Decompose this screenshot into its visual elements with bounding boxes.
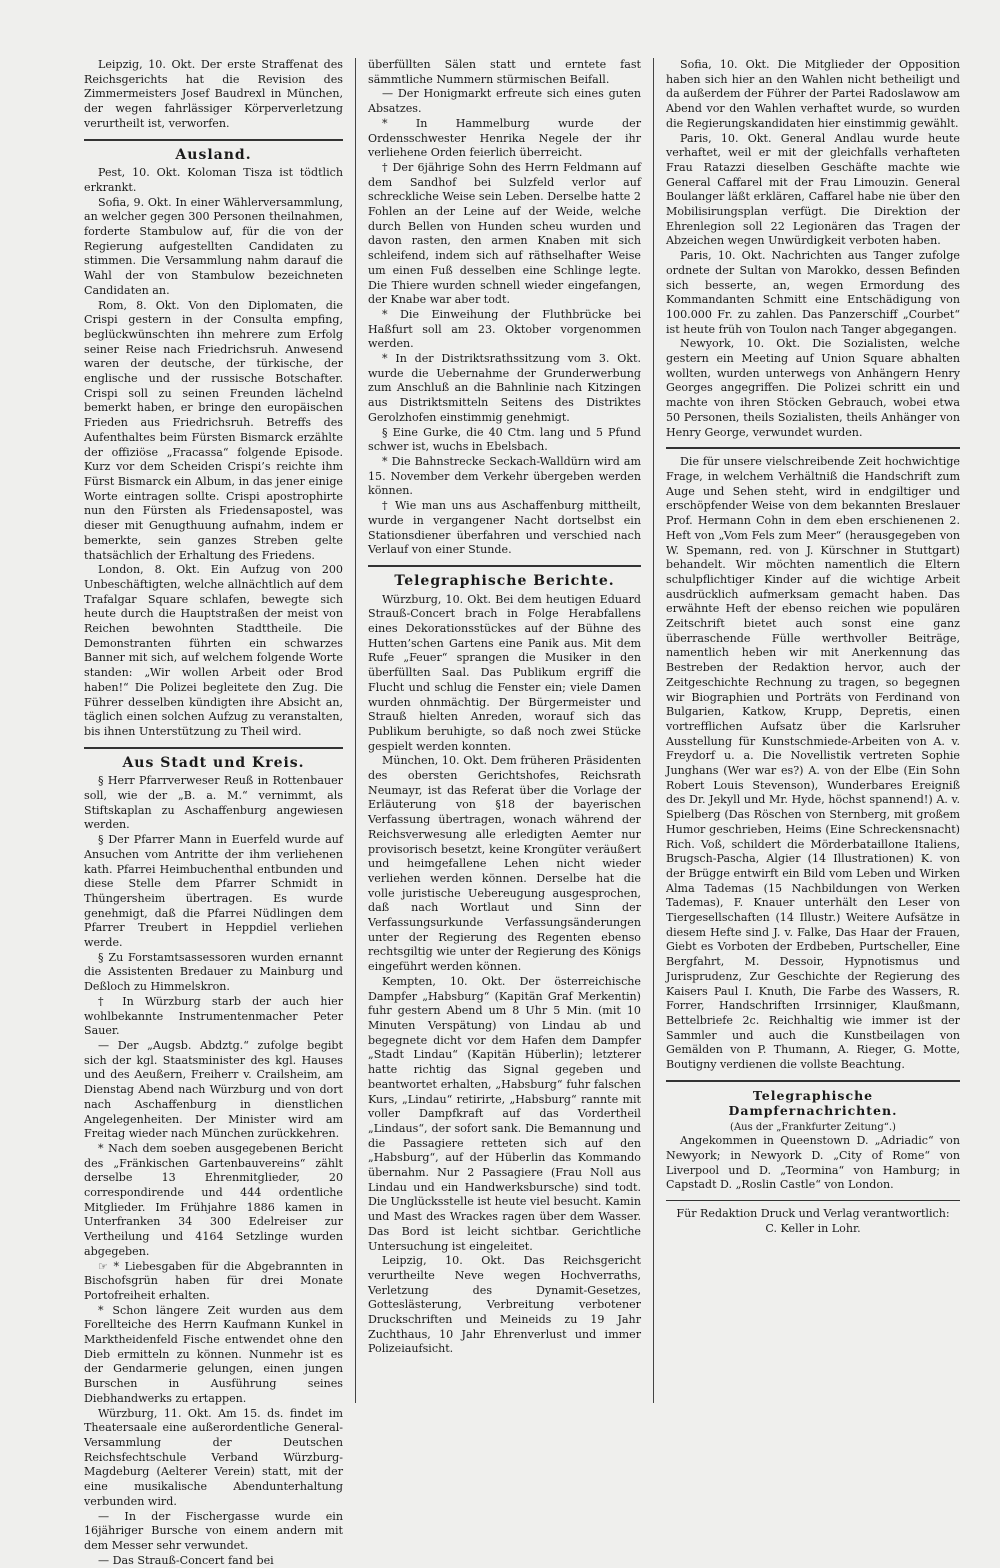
- news-item: † Der 6jährige Sohn des Herrn Feldmann auf dem Sandhof bei Sulzfeld verlor auf schreckliche Weise sein Leben. Derselbe hatte 2 Fohlen an der Leine auf der Weide, welche durch Bellen von Hunden scheu wurden und davon rasten, den armen Knaben mit sich schleifend, indem sich auf räthselhafter Weise um einen Fuß desselben eine Schlinge legte. Die Thiere wurden schnell wieder eingefangen, der Knabe war aber todt.: [368, 160, 641, 307]
- dampfer-source: (Aus der „Frankfurter Zeitung“.): [730, 1122, 896, 1134]
- article-newyork: Newyork, 10. Okt. Die Sozialisten, welche gestern ein Meeting auf Union Square abhalten wollten, wurden unterwegs von Anhängern Henry Georges angegriffen. Die Polizei schritt ein und machte von ihren Stöcken Gebrauch, wobei etwa 50 Personen, theils Sozialisten, theils Anhänger von Henry George, verwundet wurden.: [666, 337, 960, 439]
- column-middle: [356, 58, 654, 1403]
- article-pest: Pest, 10. Okt. Koloman Tisza ist tödtlich erkrankt.: [84, 166, 343, 194]
- news-item: — Das Strauß-Concert fand bei: [98, 1553, 274, 1567]
- news-item: — Der Honigmarkt erfreute sich eines guten Absatzes.: [368, 87, 641, 116]
- news-item: § Eine Gurke, die 40 Ctm. lang und 5 Pfund schwer ist, wuchs in Ebelsbach.: [368, 425, 641, 454]
- article-paris-2: Paris, 10. Okt. Nachrichten aus Tanger zufolge ordnete der Sultan von Marokko, dessen Befinden sich besserte, an, wegen Ermordung des Kommandanten Schmitt eine Entschädigung von 100.000 Fr. zu zahlen. Das Panzerschiff „Courbet“ ist heute früh von Toulon nach Tanger abgegangen.: [666, 249, 960, 336]
- news-item: § Der Pfarrer Mann in Euerfeld wurde auf Ansuchen vom Antritte der ihm verliehenen kath. Pfarrei Heimbuchenthal entbunden und diese Stelle dem Pfarrer Schmidt in Thüngersheim übertragen. Es wurde genehmigt, daß die Pfarrei Nüdlingen dem Pfarrer Treubert in Heppdiel verliehen werde.: [84, 833, 343, 950]
- article-london: London, 8. Okt. Ein Aufzug von 200 Unbeschäftigten, welche allnächtlich auf dem Trafalgar Square schlafen, bewegte sich heute durch die Hauptstraßen der meist von Reichen bewohnten Stadttheile. Die Demonstranten führten ein schwarzes Banner mit sich, auf welchem folgende Worte standen: „Wir wollen Arbeit oder Brod haben!“ Die Polizei begleitete den Zug. Die Führer desselben kündigten ihre Absicht an, täglich einen solchen Aufzug zu veranstalten, bis ihnen Unterstützung zu Theil wird.: [84, 563, 343, 738]
- news-item: Würzburg, 11. Okt. Am 15. ds. findet im Theatersaale eine außerordentliche General-Versammlung der Deutschen Reichsfechtschule Verband Würzburg-Magdeburg (Aelterer Verein) statt, mit der eine musikalische Abendunterhaltung verbunden wird.: [84, 1406, 343, 1508]
- news-item: * Schon längere Zeit wurden aus dem Forellteiche des Herrn Kaufmann Kunkel in Marktheidenfeld Fische entwendet ohne den Dieb ermitteln zu können. Nunmehr ist es der Gendarmerie gelungen, einen jungen Burschen in Ausführung seines Diebhandwerks zu ertappen.: [84, 1303, 343, 1405]
- news-item: § Herr Pfarrverweser Reuß in Rottenbauer soll, wie der „B. a. M.“ vernimmt, als Stiftskaplan zu Aschaffenburg angewiesen werden.: [84, 774, 343, 832]
- article-sofia-2: Sofia, 10. Okt. Die Mitglieder der Opposition haben sich hier an den Wahlen nicht betheiligt und da außerdem der Führer der Partei Radoslawow am Abend vor den Wahlen verhaftet wurde, so wurden die Regierungskandidaten hier einstimmig gewählt.: [666, 58, 960, 130]
- article-paris-1: Paris, 10. Okt. General Andlau wurde heute verhaftet, weil er mit der gleichfalls verhafteten Frau Ratazzi dieselben Geschäfte machte wie General Caffarel mit der Frau Limouzin. General Boulanger läßt erklären, Caffarel habe nie über den Mobilisirungsplan verfügt. Die Direktion der Ehrenlegion soll 22 Legionären das Tragen der Abzeichen wegen Unwürdigkeit verboten haben.: [666, 131, 960, 248]
- news-item: * In der Distriktsrathssitzung vom 3. Okt. wurde die Uebernahme der Grunderwerbung zum Anschluß an die Bahnlinie nach Kitzingen aus Distriktsmitteln Seitens des Distriktes Gerolzhofen einstimmig genehmigt.: [368, 352, 641, 424]
- news-item: ☞ * Liebesgaben für die Abgebrannten in Bischofsgrün haben für drei Monate Portofreiheit erhalten.: [84, 1259, 343, 1302]
- news-item: — Der „Augsb. Abdztg.“ zufolge begibt sich der kgl. Staatsminister des kgl. Hauses und des Aeußern, Freiherr v. Crailsheim, am Dienstag Abend nach Würzburg und von dort nach Aschaffenburg in dienstlichen Angelegenheiten. Der Minister wird am Freitag wieder nach München zurückkehren.: [84, 1039, 343, 1141]
- imprint-line-1: Für Redaktion Druck und Verlag verantwortlich:: [676, 1207, 950, 1221]
- imprint-line-2: C. Keller in Lohr.: [765, 1221, 861, 1235]
- article-rom: Rom, 8. Okt. Von den Diplomaten, die Crispi gestern in der Consulta empfing, beglückwünschten ihn mehrere zum Erfolg seiner Reise nach Friedrichsruh. Anwesend waren der deutsche, der türkische, der englische und der russische Botschafter. Crispi soll zu seinen Freunden lächelnd bemerkt haben, er bringe den europäischen Frieden aus Friedrichsruh. Betreffs des Aufenthaltes beim Fürsten Bismarck erzählte der offiziöse „Fracassa“ folgende Episode. Kurz vor dem Scheiden Crispi’s reichte ihm Fürst Bismarck ein Album, in das jener einige Worte eintragen sollte. Crispi apostrophirte nun den Fürsten als Friedensapostel, was dieser mit Genugthuung aufnahm, indem er bemerkte, sein ganzes Streben gelte thatsächlich der Erhaltung des Friedens.: [84, 298, 343, 562]
- news-item: † In Würzburg starb der auch hier wohlbekannte Instrumentenmacher Peter Sauer.: [84, 994, 343, 1038]
- column-left: [84, 58, 356, 1567]
- divider: [666, 1200, 960, 1201]
- column-right: [654, 58, 960, 1403]
- news-item: * Die Bahnstrecke Seckach-Walldürn wird am 15. November dem Verkehr übergeben werden können.: [368, 454, 641, 498]
- news-item: † Wie man uns aus Aschaffenburg mittheilt, wurde in vergangener Nacht dortselbst ein Stationsdiener überfahren und verschied nach Verlauf von einer Stunde.: [368, 499, 641, 557]
- news-item: * In Hammelburg wurde der Ordensschwester Henrika Negele der ihr verliehene Orden feierlich überreicht.: [368, 116, 641, 160]
- article-review: Die für unsere vielschreibende Zeit hochwichtige Frage, in welchem Verhältniß die Handschrift zum Auge und Sehen steht, wird in endgiltiger und erschöpfender Weise von dem bekannten Breslauer Prof. Hermann Cohn in dem eben erschienenen 2. Heft von „Vom Fels zum Meer“ (herausgegeben von W. Spemann, red. von J. Kürschner in Stuttgart) behandelt. Wir möchten namentlich die Eltern schulpflichtiger Kinder auf die wichtige Arbeit ausdrücklich aufmerksam gemacht haben. Das erwähnte Heft der ebenso reichen wie populären Zeitschrift bietet auch sonst eine ganz überraschende Fülle werthvoller Beiträge, namentlich heben wir mit Anerkennung das Bestreben der Redaktion hervor, auch der Zeitgeschichte Rechnung zu tragen, so begegnen wir Biographien und Porträts von Ferdinand von Bulgarien, Katkow, Krupp, Depretis, einen vortrefflichen Aufsatz über die Karlsruher Ausstellung für Kunstschmiede-Arbeiten von A. v. Freydorf u. a. Die Novellistik vertreten Sophie Junghans (Wer war es?) A. von der Elbe (Ein Sohn Robert Louis Stevenson), Wunderbares Ereigniß des Dr. Jekyll und Mr. Hyde, höchst spannend!) A. v. Spielberg (Das Röschen von Sternberg, mit großem Humor geschrieben, Heims (Eine Schreckensnacht) Rich. Voß, schildert die Mörderbataillone Italiens, Brugsch-Pascha, Algier (14 Illustrationen) K. von der Brügge entwirft ein Bild vom Leben und Wirken Alma Tademas (15 Nachbildungen von Werken Tademas), F. Knauer unterhält den Leser von Tiergesellschaften (14 Illustr.) Weitere Aufsätze in diesem Hefte sind J. v. Falke, Das Haar der Frauen, Giebt es Vorboten der Erdbeben, Purtscheller, Eine Bergfahrt, M. Dessoir, Hypnotismus und Jurisprudenz, Zur Geschichte der Regierung des Kaisers Paul I. Knuth, Die Farbe des Wassers, R. Forrer, Handschriften Irrsinniger, Klaußmann, Bettelbriefe 2c. Reichhaltig wie immer ist der Sammler und auch die Kunstbeilagen von Gemälden von P. Thumann, A. Rieger, G. Motte, Boutigny verdienen die vollste Beachtung.: [666, 455, 960, 1072]
- divider: [666, 1080, 960, 1082]
- news-item: — In der Fischergasse wurde ein 16jähriger Bursche von einem andern mit dem Messer sehr verwundet.: [84, 1509, 343, 1552]
- section-title-dampfer: Telegraphische Dampfernachrichten.: [728, 1087, 898, 1118]
- divider: [666, 447, 960, 449]
- news-item: überfüllten Sälen statt und erntete fast sämmtliche Nummern stürmischen Beifall.: [368, 58, 641, 86]
- section-title-stadt-kreis: Aus Stadt und Kreis.: [122, 754, 305, 771]
- article-leipzig: Leipzig, 10. Okt. Der erste Straffenat des Reichsgerichts hat die Revision des Zimmermeisters Josef Baudrexl in München, der wegen fahrlässiger Körperverletzung verurtheilt ist, verworfen.: [84, 58, 343, 130]
- news-item: * Die Einweihung der Fluthbrücke bei Haßfurt soll am 23. Oktober vorgenommen werden.: [368, 307, 641, 351]
- divider: [84, 139, 343, 141]
- section-title-ausland: Ausland.: [175, 146, 252, 163]
- news-item: § Zu Forstamtsassessoren wurden ernannt die Assistenten Bredauer zu Mainburg und Deßloch zu Himmelskron.: [84, 950, 343, 994]
- section-title-telegraph: Telegraphische Berichte.: [394, 572, 615, 589]
- divider: [84, 747, 343, 749]
- article-dampfer: Angekommen in Queenstown D. „Adriadic“ von Newyork; in Newyork D. „City of Rome“ von Liverpool und D. „Teormina“ von Hamburg; in Capstadt D. „Roslin Castle“ von London.: [666, 1134, 960, 1192]
- article-wuerzburg: Würzburg, 10. Okt. Bei dem heutigen Eduard Strauß-Concert brach in Folge Herabfallens eines Dekorationsstückes auf der Bühne des Hutten’schen Gartens eine Panik aus. Mit dem Rufe „Feuer“ sprangen die Musiker in den überfüllten Saal. Das Publikum ergriff die Flucht und schlug die Fenster ein; viele Damen wurden ohnmächtig. Der Bürgermeister und Strauß hielten Anreden, worauf sich das Publikum beruhigte, so daß noch zwei Stücke gespielt werden konnten.: [368, 592, 641, 753]
- news-item: * Nach dem soeben ausgegebenen Bericht des „Fränkischen Gartenbauvereins“ zählt derselbe 13 Ehrenmitglieder, 20 correspondirende und 444 ordentliche Mitglieder. Im Frühjahre 1886 kamen in Unterfranken 34 300 Edelreiser zur Vertheilung und 4164 Setzlinge wurden abgegeben.: [84, 1141, 343, 1258]
- article-sofia: Sofia, 9. Okt. In einer Wählerversammlung, an welcher gegen 300 Personen theilnahmen, forderte Stambulow auf, für die von der Regierung aufgestellten Candidaten zu stimmen. Die Versammlung nahm darauf die Wahl der von Stambulow bezeichneten Candidaten an.: [84, 195, 343, 297]
- divider: [368, 565, 641, 567]
- article-muenchen: München, 10. Okt. Dem früheren Präsidenten des obersten Gerichtshofes, Reichsrath Neumayr, ist das Referat über die Vorlage der Erläuterung von §18 der bayerischen Verfassung übertragen, wonach während der Reichsverwesung alle erledigten Aemter nur provisorisch besetzt, keine Krongüter veräußert und heimgefallene Lehen nicht wieder verliehen werden können. Derselbe hat die volle juristische Uebereugung ausgesprochen, daß nach Wortlaut und Sinn der Verfassungsurkunde Verfassungsänderungen unter der Regierung des Regenten ebenso rechtsgiltig wie unter der Regierung des Königs eingeführt werden können.: [368, 754, 641, 974]
- article-leipzig-2: Leipzig, 10. Okt. Das Reichsgericht verurtheilte Neve wegen Hochverraths, Verletzung des Dynamit-Gesetzes, Gotteslästerung, Verbreitung verbotener Druckschriften und Meineids zu 19 Jahr Zuchthaus, 10 Jahr Ehrenverlust und immer Polizeiaufsicht.: [368, 1254, 641, 1356]
- article-kempten: Kempten, 10. Okt. Der österreichische Dampfer „Habsburg“ (Kapitän Graf Merkentin) fuhr gestern Abend um 8 Uhr 5 Min. (mit 10 Minuten Verspätung) von Lindau ab und begegnete dicht vor dem Hafen dem Dampfer „Stadt Lindau“ (Kapitän Hüberlin); letzterer hatte richtig das Signal gegeben und beantwortet erhalten, „Habsburg“ fuhr falschen Kurs, „Lindau“ retirirte, „Habsburg“ rannte mit voller Dampfkraft auf das Vordertheil „Lindaus“, der sofort sank. Die Bemannung und die Passagiere retteten sich auf den „Habsburg“, auf der Hüberlin das Kommando übernahm. Nur 2 Passagiere (Frau Noll aus Lindau und ein Handwerksbursche) sind todt. Die Unglücksstelle ist heute viel besucht. Kamin und Mast des Wrackes ragen über dem Wasser. Das Bord ist leicht sichtbar. Gerichtliche Untersuchung ist eingeleitet.: [368, 974, 641, 1253]
